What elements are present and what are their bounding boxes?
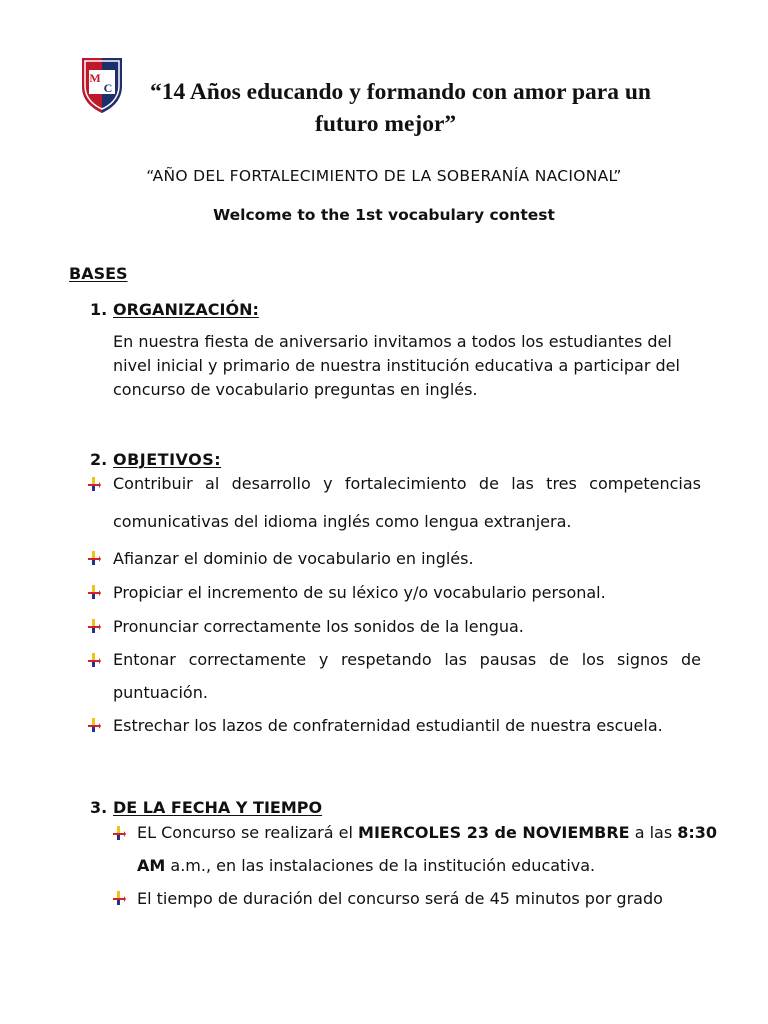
section-1-line-2: nivel inicial y primario de nuestra institución educativa a participar del bbox=[113, 356, 680, 375]
arrow-bullet-icon bbox=[88, 718, 101, 732]
arrow-bullet-icon bbox=[88, 585, 101, 599]
arrow-bullet-icon bbox=[88, 619, 101, 633]
objective-3: Propiciar el incremento de su léxico y/o vocabulario personal. bbox=[113, 583, 606, 602]
motto-line-1: “14 Años educando y formando con amor para un bbox=[150, 79, 651, 105]
motto bbox=[150, 76, 710, 140]
bases-heading: BASES bbox=[69, 264, 128, 283]
section-3-number: 3. bbox=[90, 798, 108, 817]
date-text-c: a las bbox=[629, 823, 678, 842]
svg-text:M: M bbox=[89, 71, 101, 85]
date-text-a: EL Concurso se realizará el bbox=[137, 823, 359, 842]
arrow-bullet-icon bbox=[88, 653, 101, 667]
arrow-bullet-icon bbox=[88, 551, 101, 565]
year-name: “AÑO DEL FORTALECIMIENTO DE LA SOBERANÍA NACIONAL” bbox=[146, 167, 622, 185]
objective-4: Pronunciar correctamente los sonidos de la lengua. bbox=[113, 617, 524, 636]
svg-text:C: C bbox=[103, 81, 113, 95]
welcome-title: Welcome to the 1st vocabulary contest bbox=[213, 206, 555, 224]
duration-item: El tiempo de duración del concurso será de 45 minutos por grado bbox=[137, 889, 663, 908]
date-item-line-1 bbox=[137, 823, 717, 842]
date-text-f: a.m., en las instalaciones de la institución educativa. bbox=[165, 856, 596, 875]
objective-1-line-2: comunicativas del idioma inglés como lengua extranjera. bbox=[113, 512, 572, 531]
arrow-bullet-icon bbox=[113, 826, 126, 840]
section-1-title: ORGANIZACIÓN: bbox=[113, 300, 259, 319]
arrow-bullet-icon bbox=[113, 891, 126, 905]
objective-1-line-1: Contribuir al desarrollo y fortalecimiento de las tres competencias bbox=[113, 474, 701, 493]
school-shield-logo-icon bbox=[80, 56, 124, 114]
section-1-number: 1. bbox=[90, 300, 108, 319]
section-1-line-1: En nuestra fiesta de aniversario invitamos a todos los estudiantes del bbox=[113, 332, 672, 351]
objective-6: Estrechar los lazos de confraternidad estudiantil de nuestra escuela. bbox=[113, 716, 663, 735]
section-2-number: 2. bbox=[90, 450, 108, 469]
section-2-title: OBJETIVOS: bbox=[113, 450, 222, 469]
contest-date: MIERCOLES 23 de NOVIEMBRE bbox=[358, 823, 630, 842]
section-1-line-3: concurso de vocabulario preguntas en inglés. bbox=[113, 380, 478, 399]
objective-2: Afianzar el dominio de vocabulario en inglés. bbox=[113, 549, 474, 568]
motto-line-2: futuro mejor” bbox=[315, 111, 457, 137]
date-item-line-2 bbox=[137, 856, 595, 875]
section-3-title: DE LA FECHA Y TIEMPO bbox=[113, 798, 323, 817]
contest-time-am: AM bbox=[137, 856, 166, 875]
arrow-bullet-icon bbox=[88, 477, 101, 491]
objective-5-line-1: Entonar correctamente y respetando las pausas de los signos de bbox=[113, 650, 701, 669]
contest-time: 8:30 bbox=[677, 823, 718, 842]
objective-5-line-2: puntuación. bbox=[113, 683, 208, 702]
